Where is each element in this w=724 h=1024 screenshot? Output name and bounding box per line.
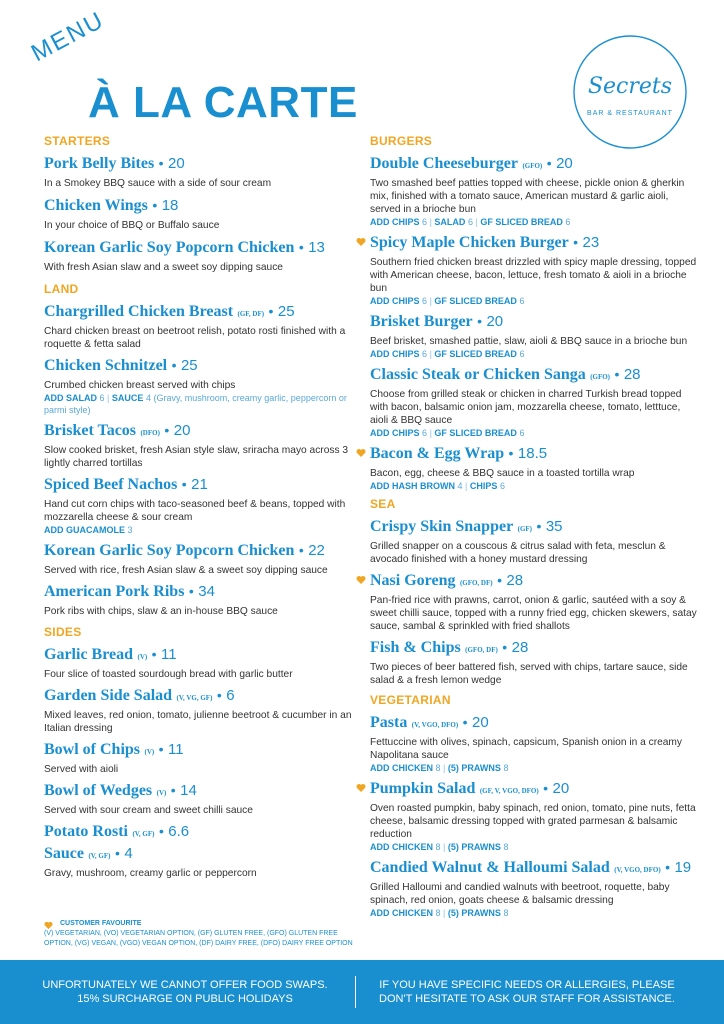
addon-label: ADD CHIPS	[370, 296, 420, 306]
section-heading-sea: SEA	[370, 497, 396, 511]
item-name: Candied Walnut & Halloumi Salad	[370, 859, 610, 876]
item-description: Two pieces of beer battered fish, served with chips, tartare sauce, side salad & a fresh lemon wedge	[370, 662, 688, 686]
item-price: 6	[226, 687, 235, 704]
menu-item: Spiced Beef Nachos • 21 Hand cut corn chips with taco-seasoned beef & beans, topped with mozzarella cheese & sour cream ADD GUACAMOLE 3	[44, 475, 364, 536]
menu-item: Brisket Tacos (DFO) • 20 Slow cooked brisket, fresh Asian style slaw, sriracha mayo across 3 lightly charred tortillas	[44, 421, 364, 470]
item-name: Spicy Maple Chicken Burger	[370, 234, 569, 251]
item-name: American Pork Ribs	[44, 583, 185, 600]
item-name: Pork Belly Bites	[44, 155, 155, 172]
item-dietary-tag: (V, VG, GF)	[176, 694, 213, 702]
item-price: 18.5	[517, 445, 548, 462]
item-price: 18	[161, 197, 179, 214]
item-price: 28	[506, 572, 524, 589]
menu-item: Chargrilled Chicken Breast (GF, DF) • 25 Chard chicken breast on beetroot relish, potato rosti finished with a roquette & fetta salad	[44, 302, 364, 351]
menu-item: Classic Steak or Chicken Sanga (GFO) • 28 Choose from grilled steak or chicken in charred Turkish bread topped with bacon, balsamic onion jam, mozzarella cheese, tomato, letttuce, aioli & BBQ sauce ADD CHIPS 6 | GF SLICED BREAD 6	[370, 365, 700, 439]
item-dietary-tag: (GFO)	[590, 373, 611, 381]
addon-price: 6	[565, 217, 571, 227]
item-name: Brisket Burger	[370, 313, 473, 330]
addon-label: (5) PRAWNS	[447, 842, 501, 852]
menu-item: Candied Walnut & Halloumi Salad (V, VGO, DFO) • 19 Grilled Halloumi and candied walnuts with beetroot, roquette, baby spinach, red onion, goats cheese & balsamic dressing ADD CHICKEN 8 | (5) PRAWNS 8	[370, 858, 700, 919]
item-addons: ADD CHICKEN 8 | (5) PRAWNS 8	[370, 842, 509, 852]
item-name: Spiced Beef Nachos	[44, 476, 178, 493]
section-heading-land: LAND	[44, 282, 79, 296]
item-name: Sauce	[44, 845, 84, 862]
item-name: Bowl of Wedges	[44, 782, 153, 799]
menu-word: MENU	[26, 6, 109, 68]
item-dietary-tag: (V, GF)	[132, 830, 155, 838]
item-description: Bacon, egg, cheese & BBQ sauce in a toasted tortilla wrap	[370, 468, 635, 479]
item-description: Served with rice, fresh Asian slaw & a sweet soy dipping sauce	[44, 565, 328, 576]
left-column	[44, 134, 364, 880]
item-name: Pumpkin Salad	[370, 780, 476, 797]
addon-price: 6	[499, 481, 505, 491]
addon-price: 6	[422, 428, 428, 438]
item-name: Chicken Schnitzel	[44, 357, 168, 374]
menu-item: Spicy Maple Chicken Burger • 23 Southern fried chicken breast drizzled with spicy maple dressing, topped with American cheese, bacon, lettuce, fresh tomato & aioli in a brioche bun ADD CHIPS 6 | GF SLICED BREAD 6	[370, 233, 700, 307]
addon-price: 6	[519, 428, 525, 438]
addon-label: ADD CHICKEN	[370, 908, 433, 918]
menu-item: Garlic Bread (V) • 11 Four slice of toasted sourdough bread with garlic butter	[44, 645, 364, 681]
item-name: Classic Steak or Chicken Sanga	[370, 366, 586, 383]
addon-price: 8	[435, 763, 441, 773]
item-description: Pork ribs with chips, slaw & an in-house BBQ sauce	[44, 606, 278, 617]
item-name: Korean Garlic Soy Popcorn Chicken	[44, 239, 295, 256]
addon-price: 6	[422, 217, 428, 227]
addon-price: 8	[503, 763, 509, 773]
item-description: Beef brisket, smashed pattie, slaw, aioli & BBQ sauce in a brioche bun	[370, 336, 688, 347]
menu-item: Potato Rosti (V, GF) • 6.6	[44, 823, 190, 840]
item-description: Grilled snapper on a couscous & citrus salad with feta, mesclun & avocado finished with a honey mustard dressing	[370, 541, 666, 565]
item-name: Chargrilled Chicken Breast	[44, 303, 234, 320]
page-title: À LA CARTE	[88, 78, 358, 127]
legend-text: (V) VEGETARIAN, (VO) VEGETARIAN OPTION, (GF) GLUTEN FREE, (GFO) GLUTEN FREE OPTION, (VG) VEGAN, (VGO) VEGAN OPTION, (DF) DAIRY FREE, (DFO) DAIRY FREE OPTION	[44, 930, 353, 947]
addon-label: ADD CHIPS	[370, 349, 420, 359]
item-description: Two smashed beef patties topped with cheese, pickle onion & gherkin mix, finished with a tomato sauce, American mustard & garlic aioli, served in a brioche bun	[370, 178, 685, 215]
item-name: Korean Garlic Soy Popcorn Chicken	[44, 542, 295, 559]
footer-notice-right	[372, 978, 682, 1006]
item-name: Pasta	[370, 714, 408, 731]
item-dietary-tag: (GFO, DF)	[465, 646, 498, 654]
addon-label: ADD CHICKEN	[370, 842, 433, 852]
addon-price: 8	[435, 842, 441, 852]
logo-script-text: Secrets	[587, 74, 673, 99]
addon-price: 3	[127, 525, 133, 535]
addon-label: ADD CHIPS	[370, 428, 420, 438]
item-price: 11	[168, 741, 184, 758]
addon-label: ADD CHICKEN	[370, 763, 433, 773]
item-description: In your choice of BBQ or Buffalo sauce	[44, 220, 220, 231]
menu-header	[0, 0, 724, 130]
item-description: Gravy, mushroom, creamy garlic or peppercorn	[44, 868, 257, 879]
item-price: 22	[308, 542, 325, 559]
logo-subtitle: BAR & RESTAURANT	[587, 110, 673, 117]
item-price: 25	[277, 303, 295, 320]
item-name: Brisket Tacos	[44, 422, 137, 439]
item-addons: ADD CHICKEN 8 | (5) PRAWNS 8	[370, 763, 509, 773]
addon-label: GF SLICED BREAD	[480, 217, 563, 227]
addon-label: GF SLICED BREAD	[434, 349, 517, 359]
item-addons: ADD CHIPS 6 | GF SLICED BREAD 6	[370, 428, 525, 438]
menu-item: Nasi Goreng (GFO, DF) • 28 Pan-fried rice with prawns, carrot, onion & garlic, sautéed with a soy & sweet chilli sauce, topped with a runny fried egg, chicken skewers, satay sauce, sambal & sprinkled with fried shallots	[370, 571, 700, 633]
addon-price: 8	[503, 908, 509, 918]
item-addons: ADD CHIPS 6 | GF SLICED BREAD 6	[370, 296, 525, 306]
addon-label: ADD HASH BROWN	[370, 481, 455, 491]
item-name: Fish & Chips	[370, 639, 461, 656]
menu-item: Bowl of Chips (V) • 11 Served with aioli	[44, 740, 364, 776]
item-name: Bacon & Egg Wrap	[370, 445, 505, 462]
item-price: 6.6	[168, 823, 190, 840]
item-dietary-tag: (GFO, DF)	[459, 579, 493, 587]
addon-label: CHIPS	[469, 481, 498, 491]
addon-price: 8	[435, 908, 441, 918]
footer-text: DON'T HESITATE TO ASK OUR STAFF FOR ASSISTANCE.	[379, 993, 675, 1005]
item-price: 25	[180, 357, 198, 374]
item-description: In a Smokey BBQ sauce with a side of sour cream	[44, 178, 272, 189]
item-description: Pan-fried rice with prawns, carrot, onion & garlic, sautéed with a soy & sweet chilli sauce, topped with a runny fried egg, chicken skewers, satay sauce, sambal & sprinkled with fried shallots	[370, 595, 697, 632]
right-column	[370, 134, 700, 919]
item-price: 23	[582, 234, 600, 251]
addon-label: SALAD	[434, 217, 466, 227]
menu-item: Chicken Schnitzel • 25 Crumbed chicken breast served with chips ADD SALAD 6 | SAUCE 4 (Gravy, mushroom, creamy garlic, peppercorn or parmi style)	[44, 356, 364, 416]
item-name: Bowl of Chips	[44, 741, 141, 758]
heart-icon	[44, 921, 53, 930]
addon-label: (5) PRAWNS	[447, 908, 501, 918]
item-price: 13	[308, 239, 325, 256]
item-name: Crispy Skin Snapper	[370, 518, 514, 535]
menu-item: Bowl of Wedges (V) • 14 Served with sour cream and sweet chilli sauce	[44, 781, 364, 817]
heart-icon	[356, 783, 366, 793]
item-dietary-tag: (GF, V, VGO, DFO)	[479, 787, 539, 795]
item-dietary-tag: (V, VGO, DFO)	[411, 721, 459, 729]
item-price: 35	[545, 518, 563, 535]
addon-label: ADD GUACAMOLE	[44, 525, 125, 535]
menu-item: Bacon & Egg Wrap • 18.5 Bacon, egg, cheese & BBQ sauce in a toasted tortilla wrap ADD HASH BROWN 4 | CHIPS 6	[370, 444, 700, 492]
section-heading-vegetarian: VEGETARIAN	[370, 693, 451, 707]
addon-price: 6	[99, 393, 105, 403]
item-name: Double Cheeseburger	[370, 155, 518, 172]
menu-item: Korean Garlic Soy Popcorn Chicken • 22 Served with rice, fresh Asian slaw & a sweet soy dipping sauce	[44, 541, 364, 577]
item-dietary-tag: (V, VGO, DFO)	[614, 866, 661, 874]
section-heading-sides: SIDES	[44, 625, 82, 639]
menu-item: Fish & Chips (GFO, DF) • 28 Two pieces of beer battered fish, served with chips, tartare sauce, side salad & a fresh lemon wedge	[370, 638, 700, 687]
item-description: Chard chicken breast on beetroot relish, potato rosti finished with a roquette & fetta salad	[44, 326, 346, 350]
item-description: Fettuccine with olives, spinach, capsicum, Spanish onion in a creamy Napolitana sauce	[370, 737, 683, 761]
menu-item: Double Cheeseburger (GFO) • 20 Two smashed beef patties topped with cheese, pickle onion & gherkin mix, finished with a tomato sauce, American mustard & garlic aioli, served in a brioche bun ADD CHIPS 6 | SALAD 6 | GF SLICED BREAD 6	[370, 154, 700, 228]
item-price: 14	[180, 782, 197, 799]
item-addons	[44, 524, 364, 536]
item-dietary-tag: (GFO)	[522, 162, 543, 170]
item-dietary-tag: (V)	[144, 748, 155, 756]
heart-icon	[356, 237, 366, 247]
item-dietary-tag: (V)	[156, 789, 167, 797]
dietary-legend	[44, 920, 364, 949]
item-description: Mixed leaves, red onion, tomato, julienne beetroot & cucumber in an Italian dressing	[44, 710, 352, 734]
item-description: Grilled Halloumi and candied walnuts with beetroot, roquette, baby spinach, red onion, goats cheese & balsamic dressing	[370, 882, 670, 906]
menu-item: Garden Side Salad (V, VG, GF) • 6 Mixed leaves, red onion, tomato, julienne beetroot & cucumber in an Italian dressing	[44, 686, 364, 735]
addon-label: SAUCE	[111, 393, 144, 403]
item-dietary-tag: (V, GF)	[88, 852, 111, 860]
item-addons: ADD HASH BROWN 4 | CHIPS 6	[370, 481, 505, 491]
footer-banner	[0, 960, 724, 1024]
item-addons: ADD SALAD 6 | SAUCE 4 (Gravy, mushroom, creamy garlic, peppercorn or parmi style)	[44, 393, 347, 415]
item-price: 20	[173, 422, 191, 439]
item-price: 20	[486, 313, 504, 330]
item-price: 20	[552, 780, 570, 797]
item-price: 11	[161, 646, 177, 663]
item-addons: ADD CHIPS 6 | GF SLICED BREAD 6	[370, 349, 525, 359]
item-name: Chicken Wings	[44, 197, 148, 214]
addon-label: ADD CHIPS	[370, 217, 420, 227]
footer-text: 15% SURCHARGE ON PUBLIC HOLIDAYS	[77, 993, 293, 1005]
item-price: 28	[623, 366, 641, 383]
item-name: Garlic Bread	[44, 646, 134, 663]
item-description: Oven roasted pumpkin, baby spinach, red onion, tomato, pine nuts, fetta cheese, balsamic dressing topped with grated parmesan & balsamic reduction	[370, 803, 696, 840]
item-description: Hand cut corn chips with taco-seasoned beef & beans, topped with mozzarella cheese & sour cream	[44, 499, 346, 523]
addon-label: GF SLICED BREAD	[434, 428, 517, 438]
item-price: 19	[674, 859, 692, 876]
addon-price: 4 (Gravy, mushroom, creamy garlic, peppercorn or parmi style)	[44, 393, 347, 415]
menu-item: Chicken Wings • 18 In your choice of BBQ or Buffalo sauce	[44, 196, 364, 232]
addon-label: GF SLICED BREAD	[434, 296, 517, 306]
item-dietary-tag: (DFO)	[140, 429, 160, 437]
item-addons: ADD CHICKEN 8 | (5) PRAWNS 8	[370, 908, 509, 918]
heart-icon	[356, 575, 366, 585]
footer-notice-left	[30, 978, 340, 1006]
item-price: 4	[124, 845, 133, 862]
item-description: Served with sour cream and sweet chilli sauce	[44, 805, 253, 816]
item-description: Southern fried chicken breast drizzled with spicy maple dressing, topped with American cheese, bacon, lettuce, fresh tomato & aioli in a brioche bun	[370, 257, 697, 294]
section-heading-burgers: BURGERS	[370, 134, 433, 148]
menu-item: Sauce (V, GF) • 4 Gravy, mushroom, creamy garlic or peppercorn	[44, 844, 364, 880]
item-description: Choose from grilled steak or chicken in charred Turkish bread topped with bacon, balsamic onion jam, mozzarella cheese, tomato, letttuce, aioli & BBQ sauce	[370, 389, 682, 426]
addon-price: 6	[519, 349, 525, 359]
item-name: Potato Rosti	[44, 823, 128, 840]
addon-price: 6	[422, 296, 428, 306]
item-name: Nasi Goreng	[370, 572, 456, 589]
addon-price: 4	[457, 481, 463, 491]
addon-price: 6	[519, 296, 525, 306]
menu-item: Korean Garlic Soy Popcorn Chicken • 13 With fresh Asian slaw and a sweet soy dipping sauce	[44, 238, 364, 274]
legend-title: CUSTOMER FAVOURITE	[60, 920, 142, 927]
item-addons: ADD CHIPS 6 | SALAD 6 | GF SLICED BREAD 6	[370, 217, 571, 227]
addon-price: 8	[503, 842, 509, 852]
item-dietary-tag: (GF)	[517, 525, 533, 533]
section-heading-starters: STARTERS	[44, 134, 111, 148]
addon-price: 6	[422, 349, 428, 359]
footer-divider	[355, 976, 356, 1008]
item-dietary-tag: (V)	[137, 653, 148, 661]
addon-label: ADD SALAD	[44, 393, 97, 403]
menu-item: American Pork Ribs • 34 Pork ribs with chips, slaw & an in-house BBQ sauce	[44, 582, 364, 618]
item-name: Garden Side Salad	[44, 687, 173, 704]
addon-price: 6	[467, 217, 473, 227]
item-price: 21	[191, 476, 208, 493]
menu-item: Pork Belly Bites • 20 In a Smokey BBQ sauce with a side of sour cream	[44, 154, 364, 190]
item-price: 28	[511, 639, 529, 656]
footer-text: UNFORTUNATELY WE CANNOT OFFER FOOD SWAPS.	[42, 979, 328, 991]
item-price: 20	[556, 155, 573, 172]
menu-item: Pasta (V, VGO, DFO) • 20 Fettuccine with olives, spinach, capsicum, Spanish onion in a creamy Napolitana sauce ADD CHICKEN 8 | (5) PRAWNS 8	[370, 713, 700, 774]
item-description: Four slice of toasted sourdough bread with garlic butter	[44, 669, 293, 680]
menu-item: Brisket Burger • 20 Beef brisket, smashed pattie, slaw, aioli & BBQ sauce in a brioche bun ADD CHIPS 6 | GF SLICED BREAD 6	[370, 312, 700, 360]
addon-label: (5) PRAWNS	[447, 763, 501, 773]
item-dietary-tag: (GF, DF)	[237, 310, 265, 318]
item-price: 20	[472, 714, 489, 731]
item-description: With fresh Asian slaw and a sweet soy dipping sauce	[44, 262, 283, 273]
item-price: 34	[198, 583, 215, 600]
menu-item: Crispy Skin Snapper (GF) • 35 Grilled snapper on a couscous & citrus salad with feta, mesclun & avocado finished with a honey mustard dressing	[370, 517, 700, 566]
item-description: Crumbed chicken breast served with chips	[44, 380, 236, 391]
item-description: Served with aioli	[44, 764, 119, 775]
item-price: 20	[168, 155, 185, 172]
item-description: Slow cooked brisket, fresh Asian style slaw, sriracha mayo across 3 lightly charred tortillas	[44, 445, 349, 469]
footer-text: IF YOU HAVE SPECIFIC NEEDS OR ALLERGIES, PLEASE	[379, 979, 675, 991]
menu-item: Pumpkin Salad (GF, V, VGO, DFO) • 20 Oven roasted pumpkin, baby spinach, red onion, tomato, pine nuts, fetta cheese, balsamic dressing topped with grated parmesan & balsamic reduction ADD CHICKEN 8 | (5) PRAWNS 8	[370, 779, 700, 853]
heart-icon	[356, 448, 366, 458]
